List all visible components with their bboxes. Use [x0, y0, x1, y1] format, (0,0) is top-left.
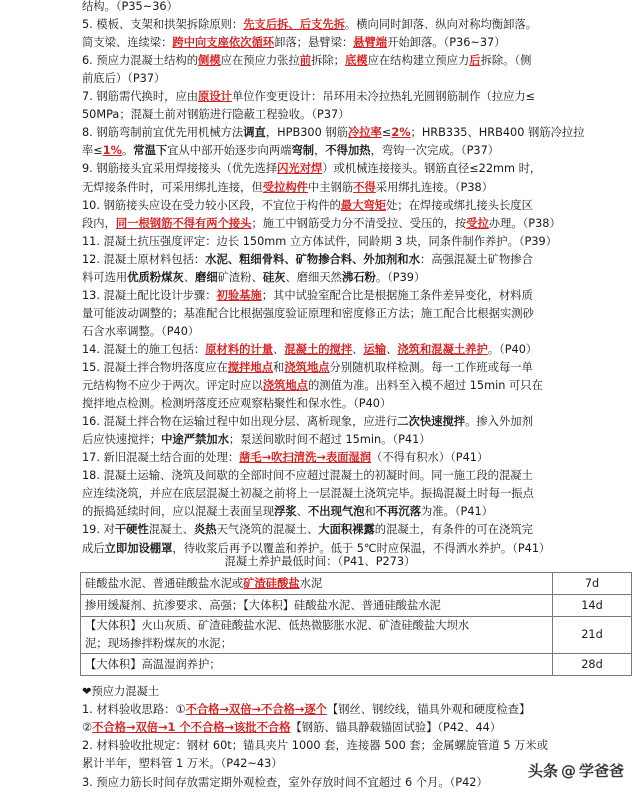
- text-span: 掺用缓凝剂、抗渗要求、高强；【大体积】硅酸盐水泥、普通硅酸盐水泥: [85, 598, 441, 612]
- text-span: ，HPB300 钢筋: [265, 126, 348, 140]
- text-span: 19. 对: [82, 523, 115, 537]
- curing-days-cell: 7d: [553, 573, 632, 595]
- curing-days-cell: 21d: [553, 617, 632, 654]
- text-line: [82, 52, 531, 70]
- text-line: [82, 179, 493, 197]
- highlight-text: 先支后拆、后支先拆: [243, 18, 345, 32]
- bold-text: 立即加设棚罩: [104, 541, 173, 555]
- text-span: 【大体积】高温湿润养护；: [85, 657, 221, 671]
- bold-text: 不再沉落: [375, 505, 421, 519]
- highlight-text: 运输: [363, 342, 387, 356]
- bold-text: 不出现气泡: [307, 505, 365, 519]
- text-line: [82, 377, 543, 395]
- text-span: ）或机械连接接头。钢筋直径≤22mm 时，: [322, 162, 542, 176]
- text-span: 应连续浇筑，并应在底层混凝土初凝之前将上一层混凝土浇筑完毕。振捣混凝土时每一振点: [82, 487, 534, 501]
- text-span: 11. 混凝土抗压强度评定：边长 150mm 立方体试件，同龄期 3 块，同条件制作养护。（P39）: [82, 234, 558, 248]
- text-span: 5. 模板、支架和拱架拆除原则：: [82, 18, 244, 32]
- text-line: [82, 70, 165, 88]
- highlight-text: 浇筑和混凝土养护: [397, 342, 488, 356]
- text-span: 开始卸落。（P36~37）: [387, 36, 506, 50]
- text-span: 混凝土、: [148, 523, 194, 537]
- text-span: 14. 混凝土的施工包括：: [82, 342, 206, 356]
- bold-text: 调直: [243, 126, 266, 140]
- text-span: 、: [386, 342, 398, 356]
- bold-text: 不得加热: [325, 144, 371, 158]
- cell-line: [85, 597, 548, 615]
- highlight-text: 冷拉率: [347, 126, 382, 140]
- bold-text: 沸石粉: [341, 270, 376, 284]
- text-span: ，: [314, 144, 326, 158]
- text-span: 硅酸盐水泥、普通硅酸盐水泥或: [85, 576, 244, 590]
- text-line: [82, 16, 537, 34]
- text-line: [82, 503, 493, 521]
- text-line: [82, 467, 533, 485]
- curing-table-caption: 混凝土养护最低时间：（P41、P273）: [224, 555, 416, 568]
- text-span: 6. 预应力混凝土结构的: [82, 54, 199, 68]
- text-span: 10. 钢筋接头应设在受力较小区段，不宜位于构件的: [82, 198, 341, 212]
- highlight-text: 闪光对焊: [277, 162, 323, 176]
- text-span: 和: [273, 361, 285, 374]
- text-span: 采用绑扎连接。（P38）: [375, 180, 493, 194]
- text-span: 13. 混凝土配比设计步骤：: [82, 288, 217, 302]
- highlight-text: 受拉: [466, 216, 489, 230]
- table-row: [81, 654, 632, 676]
- highlight-text: 前: [299, 54, 312, 68]
- bold-text: 常温下: [133, 144, 168, 158]
- text-span: ≤: [381, 126, 392, 140]
- text-span: 12. 混凝土原材料包括：: [82, 252, 206, 266]
- bold-text: 磨细: [195, 270, 218, 284]
- text-line: [82, 233, 557, 251]
- text-line: [82, 215, 561, 233]
- text-span: 的测值为准。出料至入模不超过 15min 可只在: [307, 379, 543, 393]
- text-span: 18. 混凝土运输、浇筑及间歇的全部时间不应超过混凝土的初凝时间。同一施工段的混凝土: [82, 469, 533, 483]
- text-line: [82, 197, 533, 215]
- text-line: [82, 251, 533, 269]
- watermark: [528, 760, 624, 781]
- text-span: ，待收浆后再予以覆盖和养护。低于 5℃时应保温，不得洒水养护。（P41）: [172, 541, 551, 555]
- text-line: [82, 449, 488, 467]
- text-span: 、: [296, 505, 308, 519]
- bold-text: 中途严禁加水: [161, 433, 229, 447]
- text-line: [82, 124, 585, 142]
- highlight-text: 2%: [391, 126, 411, 140]
- text-span: 料可选用: [82, 270, 128, 284]
- text-span: ❤预应力混凝土: [82, 685, 160, 698]
- highlight-text: 初验基施: [216, 288, 262, 302]
- text-span: 石含水率调整。（P40）: [82, 324, 200, 338]
- text-span: 累计半年，塑料管 1 万米。（P42~43）: [82, 757, 283, 771]
- cell-line: [85, 656, 548, 674]
- text-line: [82, 485, 534, 503]
- highlight-text: 矿渣硅酸盐: [243, 576, 300, 590]
- text-span: 分别随机取样检测。每一工作班或每一单: [329, 361, 533, 374]
- highlight-text: 不合格→双倍→不合格→逐个: [185, 703, 327, 717]
- curing-days-cell: 14d: [553, 595, 632, 617]
- highlight-text: 跨中向支座依次循环: [172, 36, 275, 50]
- text-span: 量可能波动调整的；基准配合比根据强度验证原理和密度修正方法；施工配合比根据实测砂: [82, 306, 534, 320]
- text-span: ；施工中钢筋受力分不清受拉、受压的，按: [251, 216, 467, 230]
- text-line: [82, 359, 533, 377]
- highlight-text: 浇筑地点: [284, 361, 330, 374]
- text-line: [82, 341, 537, 359]
- text-line: [82, 160, 541, 178]
- text-span: 、: [183, 270, 196, 284]
- text-span: 天气浇筑的混凝土、: [216, 523, 319, 537]
- highlight-text: 同一根钢筋不得有两个接头: [115, 216, 252, 230]
- text-span: 和: [364, 505, 376, 519]
- text-line: [82, 323, 199, 341]
- text-span: 拆除；: [311, 54, 345, 68]
- highlight-text: 原材料的计量: [205, 342, 274, 356]
- curing-time-table: [80, 572, 632, 676]
- table-row: [81, 595, 632, 617]
- text-line: [82, 683, 159, 701]
- text-span: ：高强混凝土矿物掺合: [419, 252, 533, 266]
- text-span: 后应快速搅拌；: [82, 433, 162, 447]
- table-row: [81, 617, 632, 654]
- text-line: [82, 521, 533, 539]
- text-span: 。掺入外加剂: [465, 415, 533, 429]
- cell-line: [85, 617, 548, 635]
- text-span: 9. 钢筋接头宜采用焊接接头（优先选择: [82, 162, 278, 176]
- text-span: 无焊接条件时，可采用绑扎连接，但: [82, 180, 263, 194]
- bold-text: 二次快速搅拌: [397, 415, 466, 429]
- text-span: 【钢筋、锚具静载锚固试验】（P42、44）: [290, 721, 502, 735]
- text-span: ，弯钩一次完成。（P37）: [370, 144, 500, 158]
- text-span: 单位作变更设计：吊环用未冷拉热轧光圆钢筋制作（拉应力≤: [231, 90, 536, 104]
- bold-text: 干硬性: [114, 523, 149, 537]
- text-span: 3. 预应力筋长时间存放需定期外观检查，室外存放时间不宜超过 6 个月。（P42）: [82, 775, 488, 789]
- text-span: 。（P40）: [487, 342, 538, 356]
- text-span: 、磨细天然: [285, 270, 342, 284]
- text-line: [82, 719, 501, 737]
- text-span: 段内，: [82, 216, 116, 230]
- text-line: [82, 755, 283, 773]
- highlight-text: 凿毛→吹扫清洗→表面湿润: [239, 451, 372, 465]
- text-span: 7. 钢筋需代换时，应由: [82, 90, 199, 104]
- text-line: [82, 34, 506, 52]
- highlight-text: 原设计: [198, 90, 232, 104]
- cell-line: [85, 635, 548, 653]
- text-span: 结构。（P35~36）: [82, 0, 178, 13]
- text-line: [82, 0, 178, 16]
- text-line: [82, 737, 548, 755]
- text-span: 卸落；悬臂梁：: [274, 36, 354, 50]
- text-span: 宜从中部开始逐步向两端: [167, 144, 292, 158]
- text-span: 元结构物不应少于两次。评定时应以: [82, 379, 263, 393]
- cement-type-cell: [81, 573, 553, 595]
- text-span: 前底后）（P37）: [82, 72, 166, 86]
- bold-text: 优质粉煤灰: [127, 270, 184, 284]
- highlight-text: 混凝土的搅拌: [284, 342, 353, 356]
- highlight-text: 侧模: [198, 54, 221, 68]
- cell-line: [85, 575, 548, 593]
- text-span: 的混凝土，有条件的可在浇筑完: [374, 523, 533, 537]
- text-line: [82, 106, 350, 124]
- bold-text: 弯制: [291, 144, 315, 158]
- text-span: 水泥: [299, 576, 323, 590]
- highlight-text: 不得: [353, 180, 376, 194]
- bold-text: 浮浆: [274, 505, 297, 519]
- text-span: 率≤: [82, 144, 103, 158]
- text-span: （不得有积水）（P41）: [371, 451, 489, 465]
- text-line: [82, 305, 534, 323]
- text-span: 17. 新旧混凝土结合面的处理：: [82, 451, 240, 465]
- highlight-text: 悬臂端: [353, 36, 388, 50]
- text-line: [82, 413, 533, 431]
- text-span: 应在预应力张拉: [220, 54, 300, 68]
- text-line: [82, 431, 431, 449]
- bold-text: 硅灰: [262, 270, 286, 284]
- text-span: 矿渣粉、: [217, 270, 263, 284]
- highlight-text: 搅拌地点: [227, 361, 274, 374]
- text-span: 办理。（P38）: [488, 216, 561, 230]
- text-span: ；HRB335、HRB400 钢筋冷拉拉: [410, 126, 585, 140]
- text-span: 的振捣延续时间，应以混凝土表面呈现: [82, 505, 275, 519]
- text-span: 【钢丝、钢绞线，锚具外观和硬度检查】: [326, 703, 531, 717]
- highlight-text: 不合格→双倍→1 个不合格→该批不合格: [92, 721, 291, 735]
- curing-days-cell: 28d: [553, 654, 632, 676]
- highlight-text: 底模: [344, 54, 368, 68]
- text-span: 泥；现场掺拌粉煤灰的水泥；: [85, 637, 232, 650]
- text-span: 、: [352, 342, 364, 356]
- text-span: 搅拌地点检测。检测坍落度还应观察粘聚性和保水性。（P40）: [82, 397, 392, 411]
- text-span: 中主钢筋: [307, 180, 354, 194]
- table-row: [81, 573, 632, 595]
- text-line: [82, 269, 425, 287]
- text-line: [82, 287, 533, 305]
- cement-type-cell: [81, 595, 553, 617]
- text-span: 处；在焊接或绑扎接头长度区: [386, 198, 533, 212]
- text-span: 成后: [82, 541, 105, 555]
- text-span: 拆除。（侧: [480, 54, 532, 68]
- text-span: 应在结构建立预应力: [367, 54, 470, 68]
- text-span: 1. 材料验收思路：①: [82, 703, 186, 717]
- watermark-prefix: 头条: [527, 762, 558, 780]
- bold-text: 水泥、粗细骨料、矿物掺合料、外加剂和水: [205, 252, 420, 266]
- highlight-text: 后: [469, 54, 481, 68]
- bold-text: 大面积裸露: [318, 523, 375, 537]
- text-span: 。（P39）: [375, 270, 426, 284]
- text-span: ②: [82, 721, 93, 735]
- text-span: 2. 材料验收批规定：钢材 60t；锚具夹片 1000 套，连接器 500 套；金属螺旋管道 5 万米或: [82, 739, 549, 753]
- highlight-text: 1%: [102, 144, 122, 158]
- text-line: [82, 774, 488, 792]
- highlight-text: 浇筑地点: [262, 379, 308, 393]
- text-span: 。: [121, 144, 134, 158]
- text-line: [82, 88, 535, 106]
- text-span: 为准。（P41）: [421, 505, 494, 519]
- text-line: [82, 395, 391, 413]
- text-span: 8. 钢筋弯制前宜优先用机械方法: [82, 126, 244, 140]
- text-line: [82, 142, 499, 160]
- highlight-text: 受拉构件: [262, 180, 308, 194]
- bold-text: 炎热: [193, 523, 217, 537]
- text-line: [82, 701, 530, 719]
- watermark-at: @: [560, 761, 576, 780]
- watermark-name: 学爸爸: [578, 762, 624, 780]
- cement-type-cell: [81, 654, 553, 676]
- text-span: ；泵送间歇时间不超过 15min。（P41）: [228, 433, 431, 447]
- text-span: 、: [273, 342, 285, 356]
- text-span: 。横向同时卸落、纵向对称均衡卸落。: [344, 18, 537, 32]
- text-span: 50MPa；混凝土前对钢筋进行隐蔽工程验收。（P37）: [82, 108, 350, 122]
- cement-type-cell: [81, 617, 553, 654]
- text-span: 16. 混凝土拌合物在运输过程中如出现分层、离析现象，应进行: [82, 415, 398, 429]
- text-span: ；其中试验室配合比是根据施工条件差异变化，材料质: [261, 288, 533, 302]
- text-span: 【大体积】火山灰质、矿渣硅酸盐水泥、低热微膨胀水泥、矿渣硅酸盐大坝水: [85, 619, 470, 632]
- highlight-text: 最大弯矩: [340, 198, 386, 212]
- text-span: 简支梁、连续梁：: [82, 36, 173, 50]
- text-span: 15. 混凝土拌合物坍落度应在: [82, 361, 228, 374]
